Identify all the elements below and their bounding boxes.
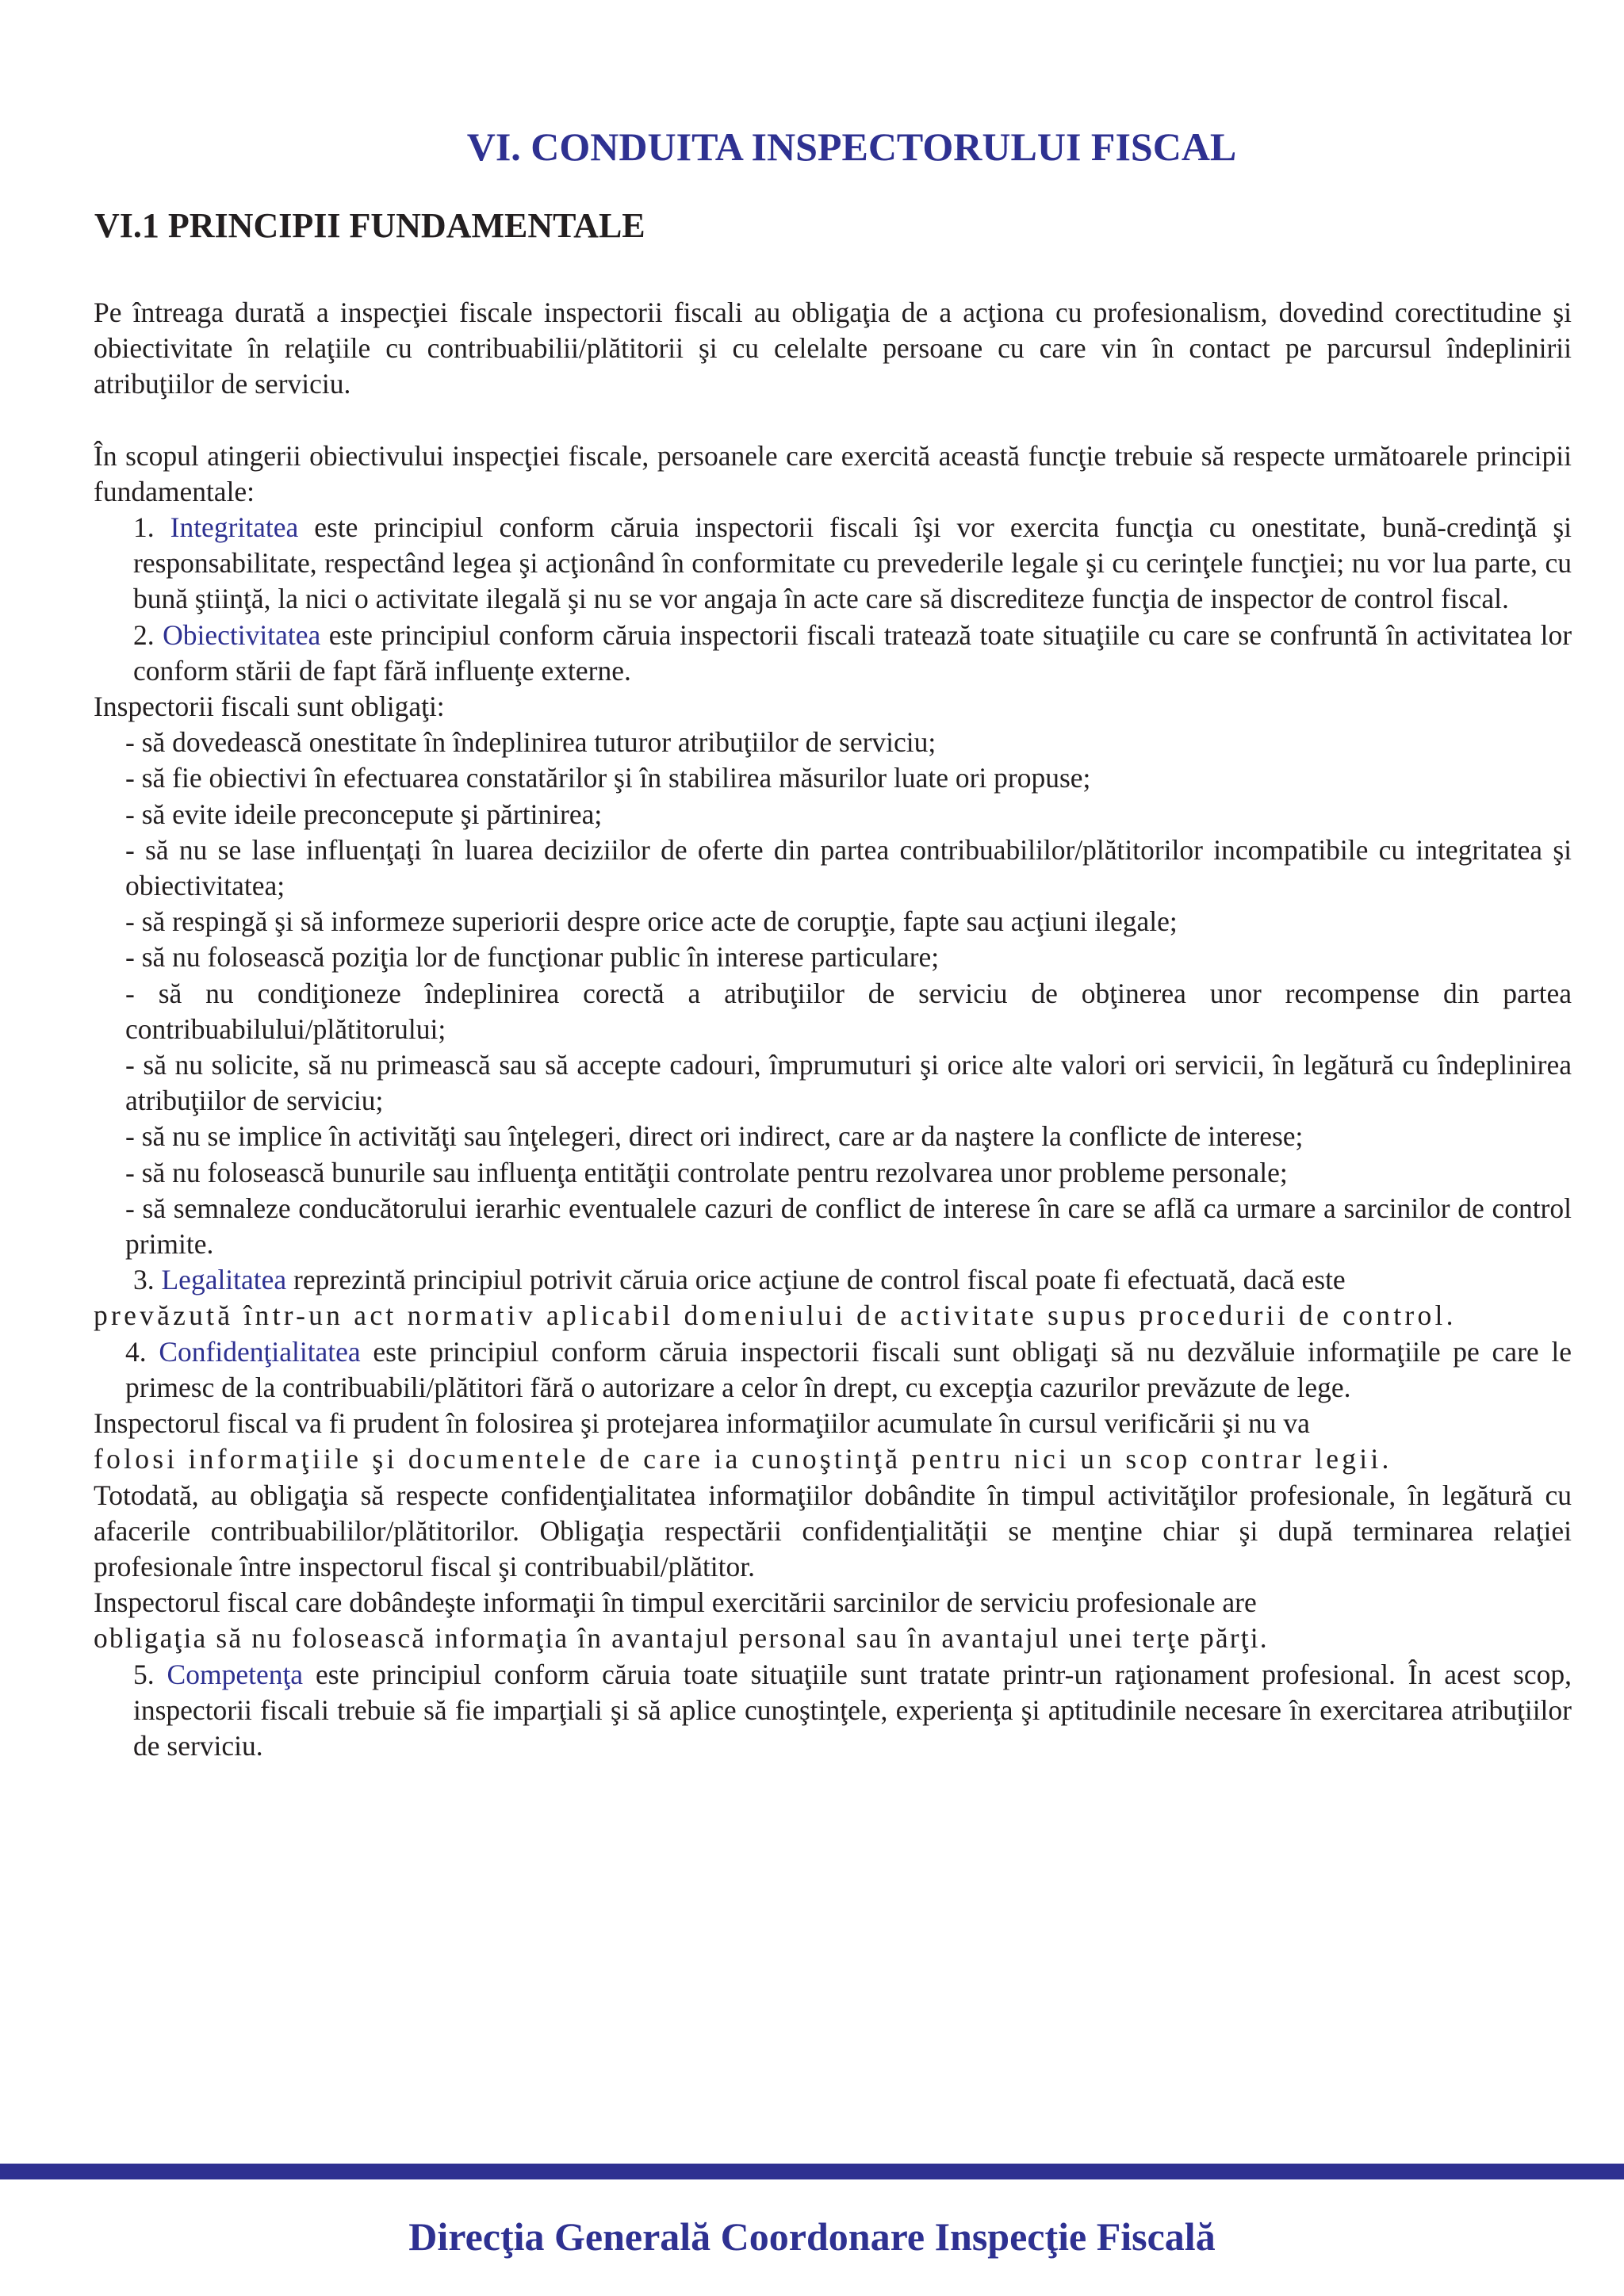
- page-title: VI. CONDUITA INSPECTORULUI FISCAL: [466, 124, 1237, 169]
- principle-number: 3.: [133, 1264, 155, 1296]
- confidentiality-paragraph: folosi informaţiile şi documentele de care ia cunoştinţă pentru nici un scop contrar legii.: [94, 1443, 1392, 1475]
- principle-text: este principiul conform căruia inspectorii fiscali tratează toate situaţiile cu care se confruntă în activitatea lor conform stării de fapt fără influenţe externe.: [133, 618, 1572, 687]
- principle-number: 2.: [133, 618, 155, 651]
- list-item: - să evite ideile preconcepute şi părtinirea;: [125, 798, 603, 830]
- document-body: [94, 295, 1572, 1764]
- list-item: - să dovedească onestitate în îndeplinirea tuturor atribuţiilor de serviciu;: [125, 726, 936, 759]
- footer-organization: Direcţia Generală Coordonare Inspecţie Fiscală: [408, 2214, 1216, 2259]
- principle-integrity: [94, 510, 1572, 618]
- confidentiality-paragraph: Inspectorul fiscal care dobândeşte informaţii în timpul exercitării sarcinilor de serviciu profesionale are: [94, 1586, 1257, 1619]
- principle-term-objectivity: Obiectivitatea: [163, 618, 321, 651]
- principle-competence: [94, 1657, 1572, 1765]
- list-item: - să semnaleze conducătorului ierarhic eventualele cazuri de conflict de interese în care se află ca urmare a sarcinilor de control primite.: [125, 1192, 1572, 1261]
- list-item: - să respingă şi să informeze superiorii despre orice acte de corupţie, fapte sau acţiuni ilegale;: [125, 905, 1178, 938]
- principle-confidentiality: [94, 1334, 1572, 1406]
- principle-number: 1.: [133, 511, 155, 544]
- list-item: - să nu se lase influenţaţi în luarea deciziilor de oferte din partea contribuabililor/plătitorilor incompatibile cu integritatea şi obiectivitatea;: [125, 833, 1572, 902]
- principle-legality: [94, 1262, 1572, 1298]
- principle-term-legality: Legalitatea: [161, 1264, 287, 1296]
- scope-paragraph: În scopul atingerii obiectivului inspecţiei fiscale, persoanele care exercită această funcţie trebuie să respecte următoarele principii fundamentale:: [94, 439, 1572, 507]
- list-item: - să nu folosească poziţia lor de funcţionar public în interese particulare;: [125, 941, 940, 974]
- principle-text: reprezintă principiul potrivit căruia orice acţiune de control fiscal poate fi efectuată, dacă este: [293, 1264, 1346, 1296]
- principle-objectivity: [94, 618, 1572, 689]
- list-item: - să fie obiectivi în efectuarea constatărilor şi în stabilirea măsurilor luate ori propuse;: [125, 762, 1091, 794]
- list-item: - să nu folosească bunurile sau influenţa entităţii controlate pentru rezolvarea unor probleme personale;: [125, 1156, 1288, 1188]
- confidentiality-paragraph: obligaţia să nu folosească informaţia în avantajul personal sau în avantajul unei terţe părţi.: [94, 1622, 1269, 1655]
- intro-paragraph: Pe întreaga durată a inspecţiei fiscale inspectorii fiscali au obligaţia de a acţiona cu profesionalism, dovedind corectitudine şi obiectivitate în relaţiile cu contribuabilii/plătitorii şi cu celelalte persoane cu care vin în contact pe parcursul îndeplinirii atribuţiilor de serviciu.: [94, 297, 1572, 400]
- obligations-intro: Inspectorii fiscali sunt obligaţi:: [94, 691, 445, 723]
- footer-divider: [0, 2164, 1624, 2179]
- principle-term-competence: Competenţa: [167, 1658, 304, 1690]
- section-title: VI.1 PRINCIPII FUNDAMENTALE: [94, 206, 645, 245]
- principle-term-integrity: Integritatea: [170, 511, 299, 544]
- principle-text-continued: prevăzută într-un act normativ aplicabil domeniului de activitate supus procedurii de control.: [94, 1299, 1457, 1332]
- list-item: - să nu solicite, să nu primească sau să accepte cadouri, împrumuturi şi orice alte valori ori servicii, în legătură cu îndeplinirea atribuţiilor de serviciu;: [125, 1049, 1572, 1117]
- principle-text: este principiul conform căruia toate situaţiile sunt tratate printr-un raţionament profesional. În acest scop, inspectorii fiscali trebuie să fie imparţiali şi să aplice cunoştinţele, experienţa şi aptitudinile necesare în exercitarea atribuţiilor de serviciu.: [133, 1658, 1572, 1762]
- principle-term-confidentiality: Confidenţialitatea: [159, 1335, 361, 1368]
- principle-text: este principiul conform căruia inspectorii fiscali îşi vor exercita funcţia cu onestitate, bună-credinţă şi responsabilitate, respectând legea şi acţionând în conformitate cu prevederile legale şi cu cerinţele funcţiei; nu vor lua parte, cu bună ştiinţă, la nici o activitate ilegală şi nu se vor angaja în acte care să discrediteze funcţia de inspector de control fiscal.: [133, 511, 1572, 615]
- list-item: - să nu se implice în activităţi sau înţelegeri, direct ori indirect, care ar da naştere la conflicte de interese;: [125, 1120, 1304, 1153]
- principle-number: 5.: [133, 1658, 155, 1690]
- list-item: - să nu condiţioneze îndeplinirea corectă a atribuţiilor de serviciu de obţinerea unor recompense din partea contribuabilului/plătitorului;: [125, 977, 1572, 1045]
- principle-text: este principiul conform căruia inspectorii fiscali sunt obligaţi să nu dezvăluie informaţiile pe care le primesc de la contribuabili/plătitori fără o autorizare a celor în drept, cu excepţia cazurilor prevăzute de lege.: [125, 1335, 1572, 1403]
- principle-number: 4.: [125, 1335, 147, 1368]
- confidentiality-paragraph: Inspectorul fiscal va fi prudent în folosirea şi protejarea informaţiilor acumulate în cursul verificării şi nu va: [94, 1407, 1310, 1440]
- confidentiality-paragraph: Totodată, au obligaţia să respecte confidenţialitatea informaţiilor dobândite în timpul activităţilor profesionale, în legătură cu afacerile contribuabililor/plătitorilor. Obligaţia respectării confidenţialităţii se menţine chiar şi după terminarea relaţiei profesionale între inspectorul fiscal şi contribuabil/plătitor.: [94, 1479, 1572, 1582]
